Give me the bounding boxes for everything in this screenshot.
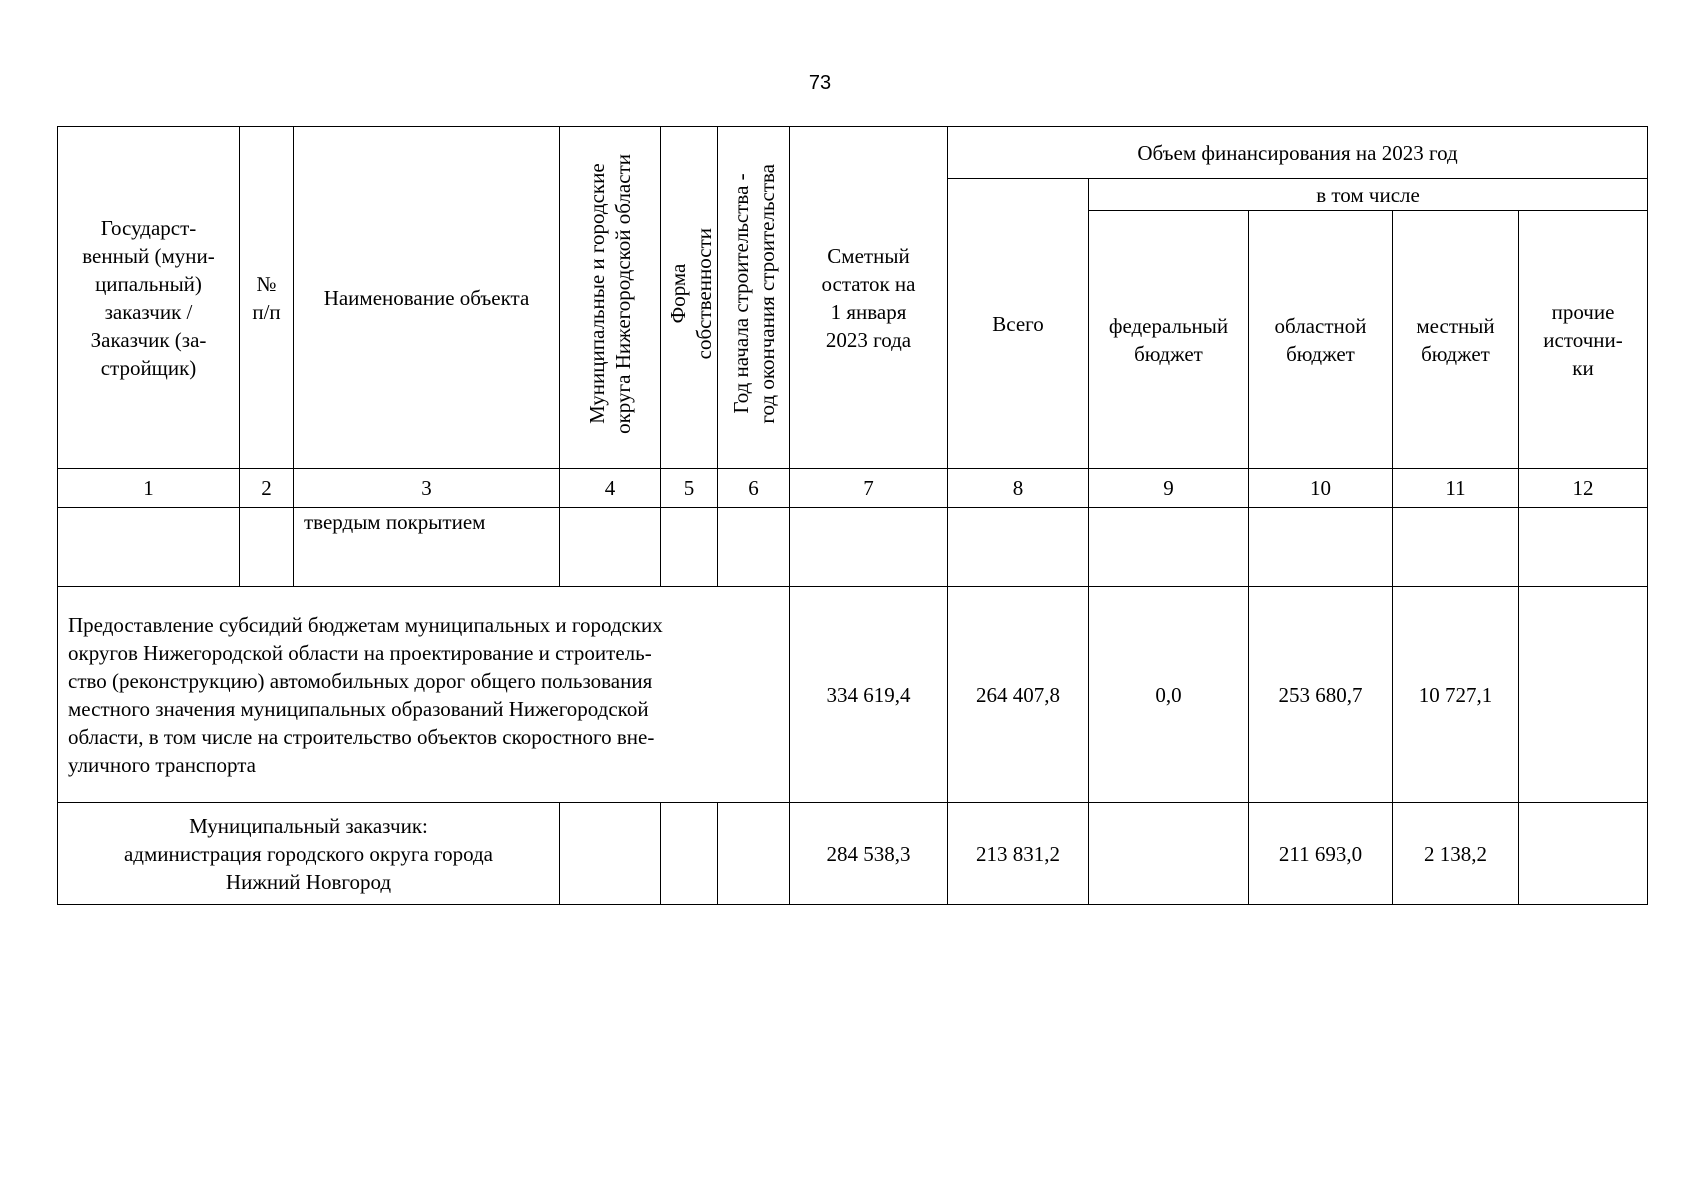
empty-cell	[1249, 508, 1393, 587]
column-number: 9	[1089, 469, 1249, 508]
header-number: № п/п	[240, 127, 294, 469]
column-number: 2	[240, 469, 294, 508]
empty-cell	[1519, 508, 1648, 587]
column-number: 10	[1249, 469, 1393, 508]
empty-cell	[1089, 508, 1249, 587]
header-funding-title: Объем финансирования на 2023 год	[948, 127, 1648, 179]
empty-cell	[1393, 508, 1519, 587]
header-ownership: Форма собственности	[666, 228, 716, 360]
table-row	[58, 508, 1648, 587]
header-including: в том числе	[1089, 179, 1648, 211]
empty-cell	[240, 508, 294, 587]
municipal-federal	[1089, 803, 1249, 905]
subsidy-total: 264 407,8	[948, 587, 1089, 803]
column-number: 7	[790, 469, 948, 508]
empty-cell	[948, 508, 1089, 587]
header-object-name: Наименование объекта	[294, 127, 560, 469]
subsidy-federal: 0,0	[1089, 587, 1249, 803]
subsidy-other	[1519, 587, 1648, 803]
header-municipal: Муниципальные и городские округа Нижегородской области	[585, 154, 635, 434]
column-number: 8	[948, 469, 1089, 508]
municipal-estimate: 284 538,3	[790, 803, 948, 905]
header-customer: Государст- венный (муни- ципальный) заказчик / Заказчик (за- стройщик)	[58, 127, 240, 469]
municipal-other	[1519, 803, 1648, 905]
municipal-customer: Муниципальный заказчик: администрация городского округа города Нижний Новгород	[58, 803, 560, 905]
header-federal: федеральный бюджет	[1089, 211, 1249, 469]
header-total: Всего	[948, 179, 1089, 469]
continuation-object-name: твердым покрытием	[294, 508, 560, 587]
empty-cell	[718, 508, 790, 587]
empty-cell	[661, 508, 718, 587]
header-local: местный бюджет	[1393, 211, 1519, 469]
municipal-regional: 211 693,0	[1249, 803, 1393, 905]
page-number: 73	[808, 72, 832, 94]
header-years: Год начала строительства - год окончания строительства	[728, 164, 779, 424]
empty-cell	[560, 508, 661, 587]
municipal-total: 213 831,2	[948, 803, 1089, 905]
column-number-row	[58, 469, 1648, 508]
subsidy-regional: 253 680,7	[1249, 587, 1393, 803]
column-number: 11	[1393, 469, 1519, 508]
empty-cell	[560, 803, 661, 905]
empty-cell	[790, 508, 948, 587]
municipal-local: 2 138,2	[1393, 803, 1519, 905]
header-years-cell	[718, 127, 790, 469]
financing-table	[57, 126, 1648, 905]
subsidy-local: 10 727,1	[1393, 587, 1519, 803]
column-number: 12	[1519, 469, 1648, 508]
empty-cell	[58, 508, 240, 587]
table-row	[58, 803, 1648, 905]
empty-cell	[661, 803, 718, 905]
column-number: 3	[294, 469, 560, 508]
header-regional: областной бюджет	[1249, 211, 1393, 469]
column-number: 1	[58, 469, 240, 508]
column-number: 4	[560, 469, 661, 508]
header-municipal-cell	[560, 127, 661, 469]
empty-cell	[718, 803, 790, 905]
header-ownership-cell	[661, 127, 718, 469]
column-number: 6	[718, 469, 790, 508]
table-row	[58, 587, 1648, 803]
subsidy-description: Предоставление субсидий бюджетам муниципальных и городских округов Нижегородской области на проектирование и строитель- ство (реконструкцию) автомобильных дорог общего пользования местного значения муниципальных образований Нижегородской области, в том числе на строительство объектов скоростного вне- уличного транспорта	[58, 587, 790, 803]
header-other: прочие источни- ки	[1519, 211, 1648, 469]
column-number: 5	[661, 469, 718, 508]
header-estimate: Сметный остаток на 1 января 2023 года	[790, 127, 948, 469]
subsidy-estimate: 334 619,4	[790, 587, 948, 803]
